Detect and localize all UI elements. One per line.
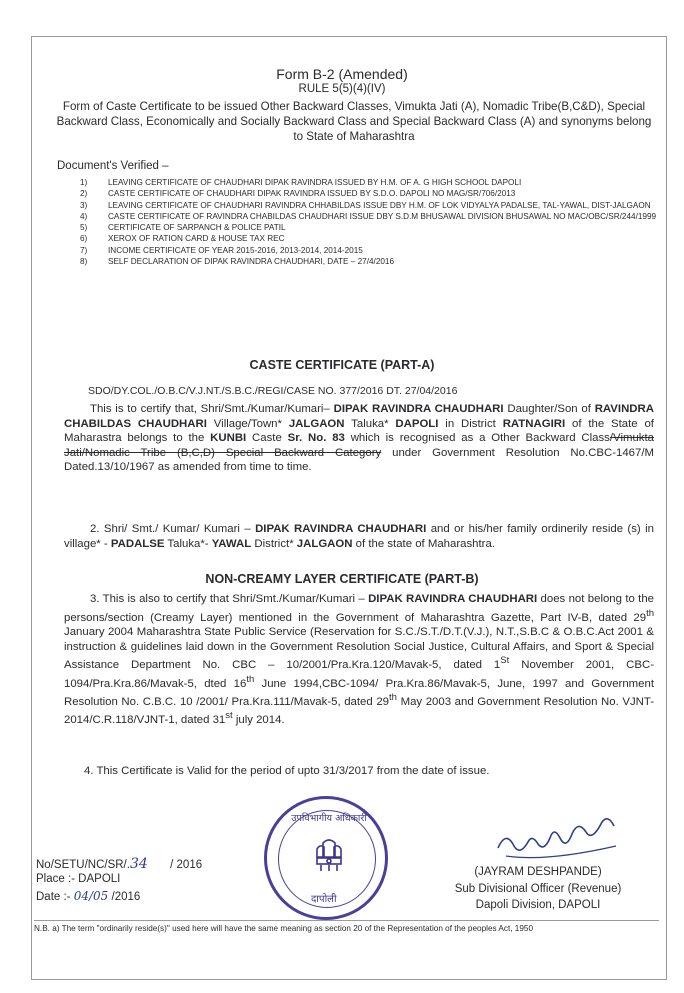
place: Place :- DAPOLI — [36, 873, 121, 885]
part-a-title: CASTE CERTIFICATE (PART-A) — [249, 358, 435, 372]
document-item-number: 2) — [80, 189, 88, 199]
document-item-text: CASTE CERTIFICATE OF RAVINDRA CHABILDAS CHAUDHARI ISSUE DBY S.D.M BHUSAWAL DIVISION BHUSAWAL NO MAC/OBC/SR/244/1999 — [108, 211, 657, 221]
issue-date: Date :- 04/05 /2016 — [36, 889, 141, 903]
documents-verified-list — [80, 178, 660, 268]
document-item — [80, 234, 660, 244]
officer-title: Sub Divisional Officer (Revenue) — [454, 883, 622, 895]
validity-statement: 4. This Certificate is Valid for the period of upto 31/3/2017 from the date of issue. — [84, 765, 490, 777]
document-item — [80, 223, 660, 233]
document-item-text: CERTIFICATE OF SARPANCH & POLICE PATIL — [108, 223, 286, 233]
document-item-number: 5) — [80, 223, 88, 233]
handwritten-serial: 34 — [129, 856, 148, 872]
document-item-number: 6) — [80, 234, 88, 244]
official-seal — [264, 796, 388, 920]
document-item-number: 8) — [80, 257, 88, 267]
case-number: SDO/DY.COL./O.B.C/V.J.NT./S.B.C./REGI/CASE NO. 377/2016 DT. 27/04/2016 — [88, 385, 458, 397]
documents-verified-label: Document's Verified – — [57, 160, 169, 172]
document-item — [80, 212, 660, 222]
document-item-text: INCOME CERTIFICATE OF YEAR 2015-2016, 2013-2014, 2014-2015 — [108, 245, 363, 255]
officer-office: Dapoli Division, DAPOLI — [475, 899, 601, 911]
document-item — [80, 201, 660, 211]
officer-signature — [488, 818, 638, 868]
officer-name: (JAYRAM DESHPANDE) — [474, 866, 602, 878]
document-item-number: 3) — [80, 200, 88, 210]
father-name: RAVINDRA CHABILDAS CHAUDHARI — [64, 403, 654, 430]
document-item-number: 7) — [80, 245, 88, 255]
document-item-text: LEAVING CERTIFICATE OF CHAUDHARI DIPAK RAVINDRA ISSUED BY H.M. OF A. G HIGH SCHOOL DAPOLI — [108, 178, 522, 187]
document-item — [80, 246, 660, 256]
caste-name: KUNBI — [210, 432, 247, 445]
certification-paragraph-3: 3. This is also to certify that Shri/Smt./Kumar/Kumari – DIPAK RAVINDRA CHAUDHARI does not belong to the persons/section (Creamy Layer) mentioned in the Government of Maharashtra Gazette, Part IV-B, dated 29th January 2004 Maharashtra State Public Service (Reservation for S.C./S.T./D.T.(V.J.), N.T.,S.B.C & O.B.C.Act 2001 & instruction & guidelines laid down in the Government Resolution Social Justice, Cultural Affairs, and Sport & Special Assistance Department No. CBC – 10/2001/Pra.Kra.120/Mavak-5, dated 1St November 2001, CBC-1094/Pra.Kra.86/Mavak-5, dted 16th June 1994,CBC-1094/ Pra.Kra.86/Mavak-5, June, 1997 and Government Resolution No. C.B.C. 10 /2001/ Pra.Kra.111/Mavak-5, dated 29th May 2003 and Government Resolution No. VJNT-2014/C.R.118/VJNT-1, dated 31st july 2014. — [64, 593, 655, 727]
document-item-number: 4) — [80, 211, 88, 221]
emblem-icon — [309, 835, 349, 885]
seal-top-text: उपविभागीय अधिकारी — [291, 813, 367, 824]
handwritten-date: 04/05 — [73, 889, 109, 903]
document-item — [80, 189, 660, 199]
certification-paragraph-2: 2. Shri/ Smt./ Kumar/ Kumari – DIPAK RAVINDRA CHAUDHARI and or his/her family ordinerily reside (s) in village* - PADALSE Taluka*- YAWAL District* JALGAON of the state of Maharashtra. — [64, 523, 654, 550]
document-item — [80, 178, 660, 188]
document-item — [80, 257, 660, 267]
document-item-text: XEROX OF RATION CARD & HOUSE TAX REC — [108, 234, 285, 244]
document-item-text: SELF DECLARATION OF DIPAK RAVINDRA CHAUDHARI, DATE – 27/4/2016 — [108, 257, 395, 267]
rule-reference: RULE 5(5)(4)(IV) — [298, 83, 386, 95]
footnote: N.B. a) The term "ordinarily reside(s)" used here will have the same meaning as section 20 of the Representation of the peoples Act, 1950 — [34, 920, 659, 934]
document-item-number: 1) — [80, 178, 88, 187]
applicant-name: DIPAK RAVINDRA CHAUDHARI — [333, 403, 504, 415]
serial-number: No/SETU/NC/SR/.34 / 2016 — [36, 856, 203, 872]
form-title: Form B-2 (Amended) — [276, 66, 408, 82]
certification-paragraph-1: This is to certify that, Shri/Smt./Kumar/Kumari– DIPAK RAVINDRA CHAUDHARI Daughter/Son of RAVINDRA CHABILDAS CHAUDHARI Village/Town* JALGAON Taluka* DAPOLI in District RATNAGIRI of the State of Maharastra belongs to the KUNBI Caste Sr. No. 83 which is recognised as a Other Backward Class/Vimukta Jati/Nomadic Tribe (B,C,D) Special Backward Category under Government Resolution No.CBC-1467/M Dated.13/10/1967 as amended from time to time. — [64, 403, 654, 474]
form-preamble: Form of Caste Certificate to be issued Other Backward Classes, Vimukta Jati (A), Nomadic Tribe(B,C&D), Special Backward Class, Economically and Socially Backward Class and Special Backward Class (A) and synonyms belong to State of Maharashtra — [56, 100, 652, 143]
part-b-title: NON-CREAMY LAYER CERTIFICATE (PART-B) — [205, 572, 479, 586]
seal-bottom-text: दापोली — [311, 894, 337, 905]
document-item-text: LEAVING CERTIFICATE OF CHAUDHARI RAVINDRA CHHABILDAS ISSUE DBY H.M. OF LOK VIDYALYA PADALSE, TAL-YAWAL, DIST-JALGAON — [108, 200, 651, 210]
struck-out-categories: /Vimukta Jati/Nomadic Tribe (B,C,D) Special Backward Category — [64, 432, 654, 459]
document-item-text: CASTE CERTIFICATE OF CHAUDHARI DIPAK RAVINDRA ISSUED BY S.D.O. DAPOLI NO MAG/SR/706/2013 — [108, 189, 516, 199]
